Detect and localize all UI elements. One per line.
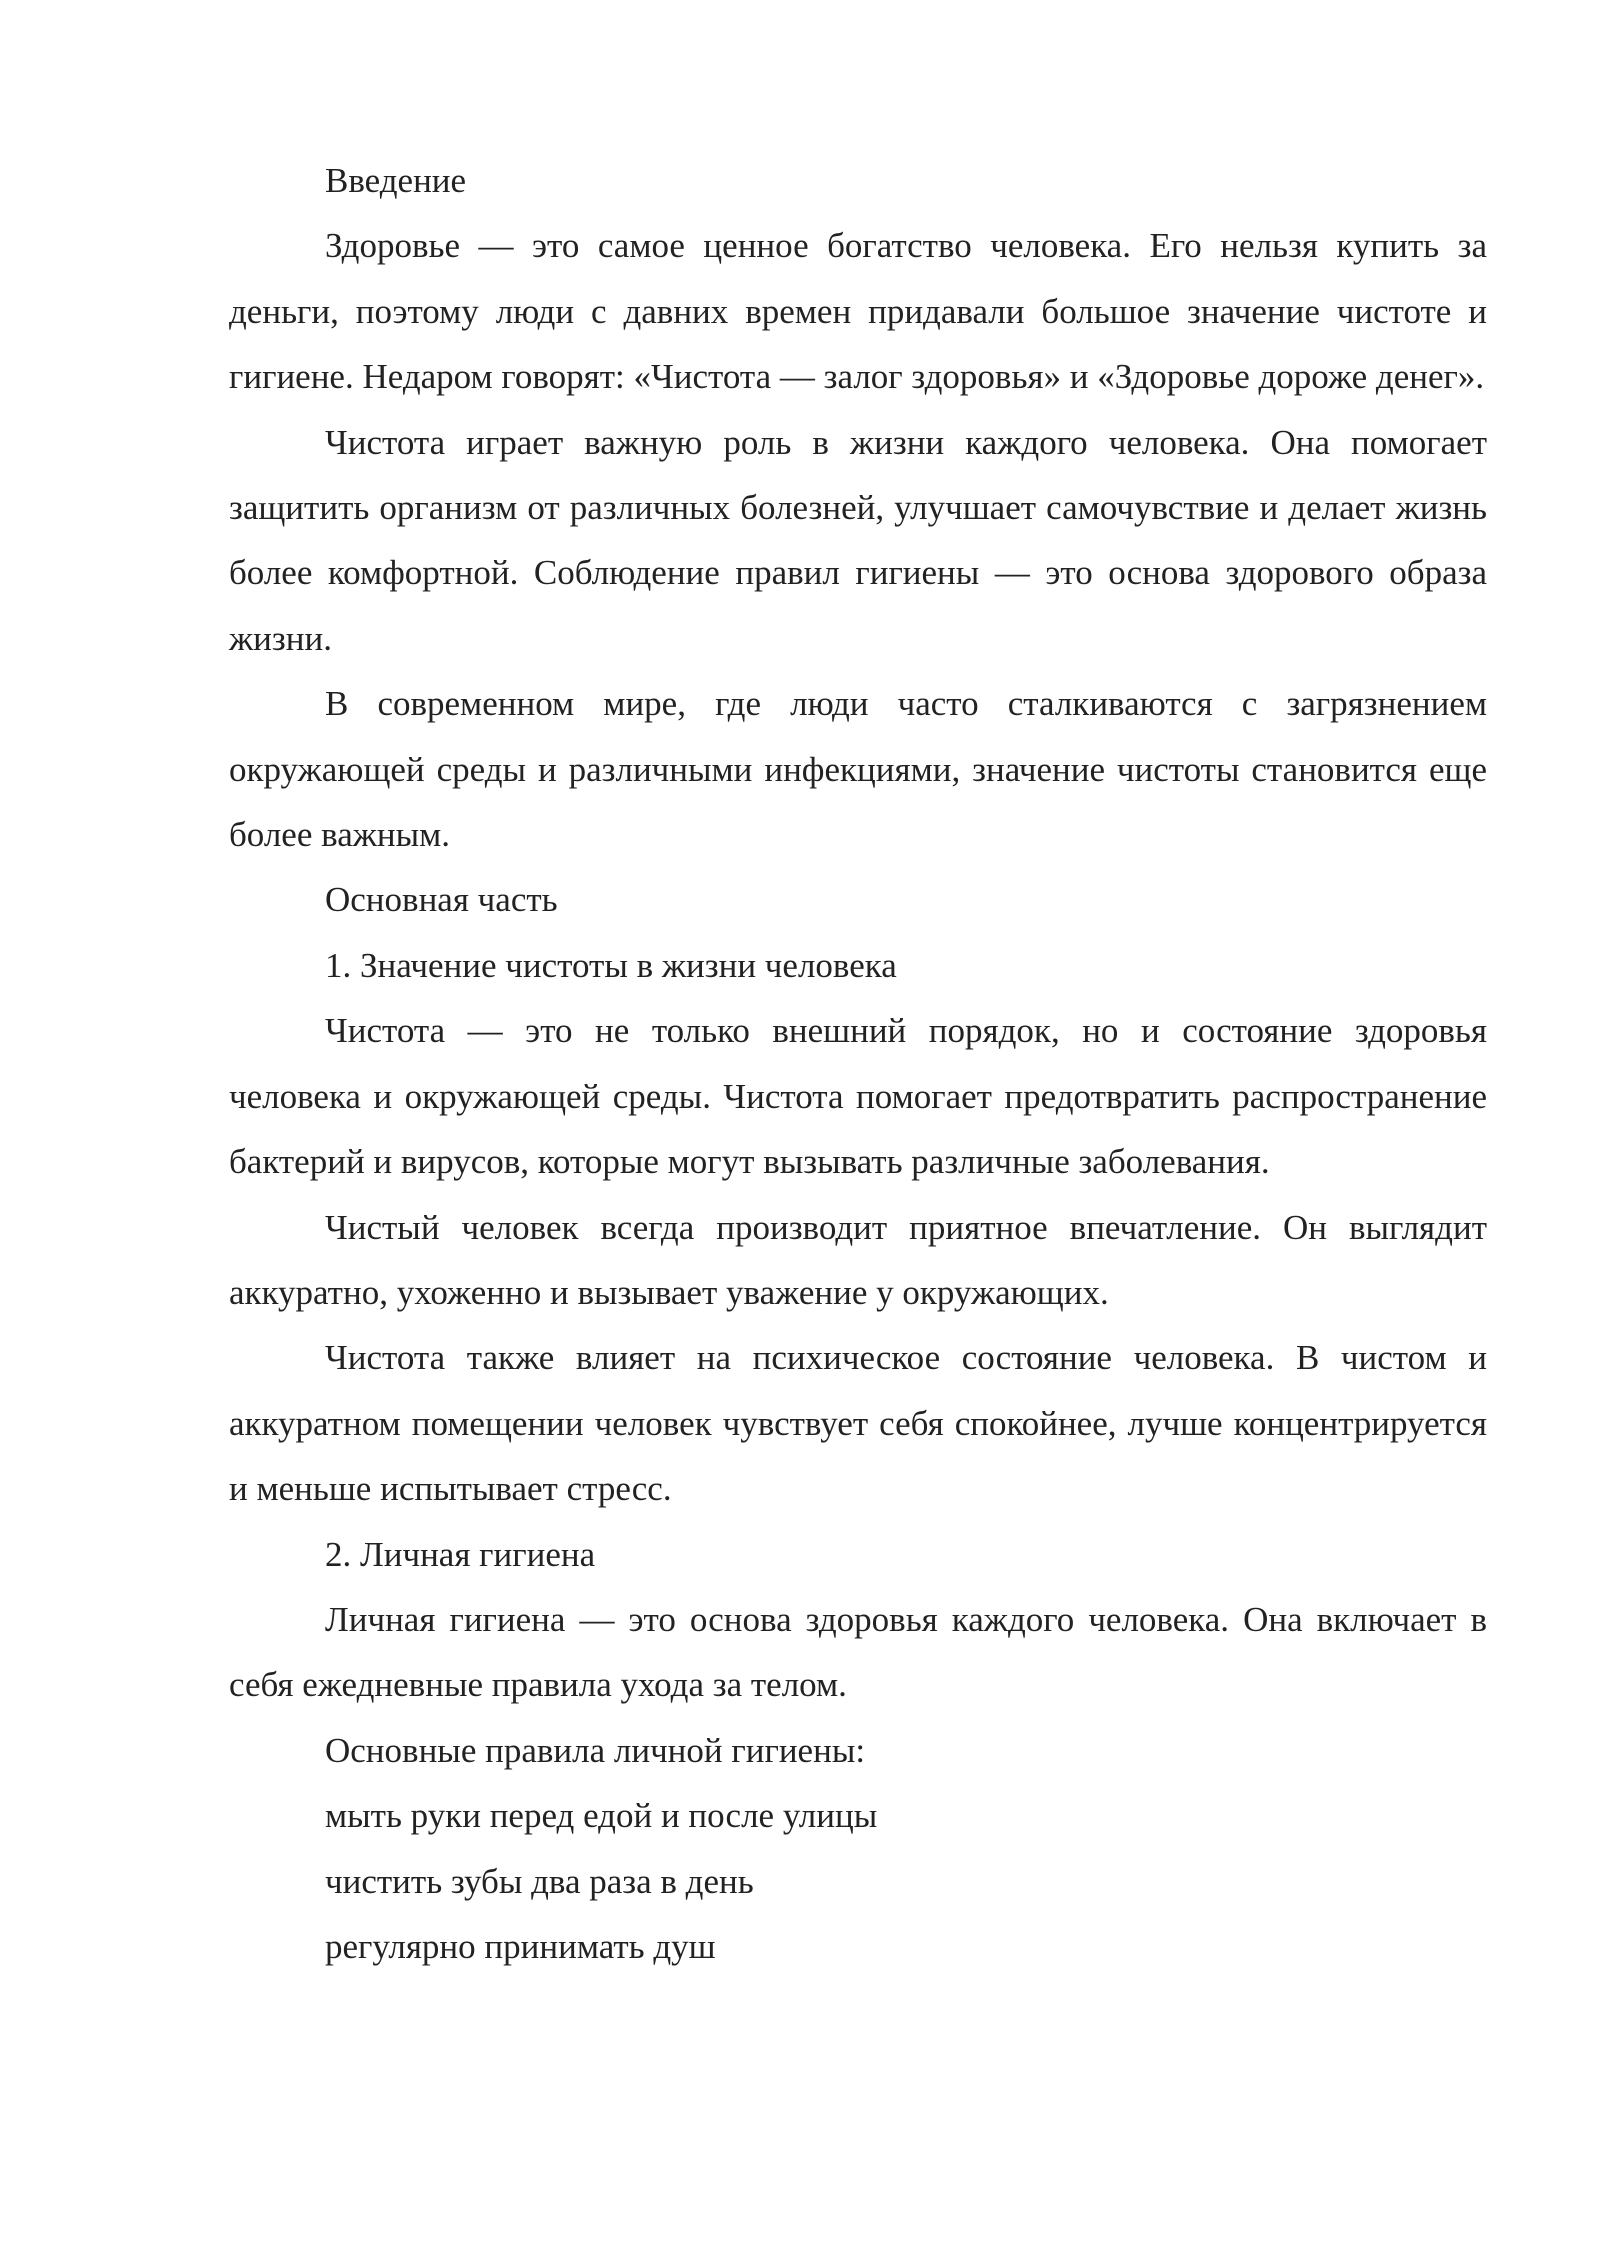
section-2-paragraph-1: Личная гигиена — это основа здоровья каждого человека. Она включает в себя ежедневные правила ухода за телом.	[229, 1599, 1487, 1705]
section-2-title: 2. Личная гигиена	[325, 1534, 596, 1574]
intro-paragraph-1: Здоровье — это самое ценное богатство человека. Его нельзя купить за деньги, поэтому люди с давних времен придавали большое значение чистоте и гигиене. Недаром говорят: «Чистота — залог здоровья» и «Здоровье дороже денег».	[229, 226, 1487, 397]
rule-item: чистить зубы два раза в день	[325, 1861, 754, 1901]
intro-paragraph-2: Чистота играет важную роль в жизни каждого человека. Она помогает защитить организм от различных болезней, улучшает самочувствие и делает жизнь более комфортной. Соблюдение правил гигиены — это основа здорового образа жизни.	[229, 422, 1487, 658]
rules-heading: Основные правила личной гигиены:	[325, 1730, 866, 1770]
document-body	[229, 148, 1487, 1979]
heading-main-part: Основная часть	[325, 880, 558, 920]
intro-paragraph-3: В современном мире, где люди часто сталкиваются с загрязнением окружающей среды и различными инфекциями, значение чистоты становится еще более важным.	[229, 684, 1487, 855]
section-1-paragraph-2: Чистый человек всегда производит приятное впечатление. Он выглядит аккуратно, ухоженно и вызывает уважение у окружающих.	[229, 1207, 1487, 1312]
rule-item: мыть руки перед едой и после улицы	[325, 1796, 878, 1836]
heading-introduction: Введение	[325, 161, 467, 200]
rule-item: регулярно принимать душ	[325, 1926, 716, 1966]
section-1-paragraph-3: Чистота также влияет на психическое состояние человека. В чистом и аккуратном помещении человек чувствует себя спокойнее, лучше концентрируется и меньше испытывает стресс.	[229, 1338, 1487, 1509]
section-1-title: 1. Значение чистоты в жизни человека	[325, 945, 897, 985]
section-1-paragraph-1: Чистота — это не только внешний порядок, но и состояние здоровья человека и окружающей среды. Чистота помогает предотвратить распространение бактерий и вирусов, которые могут вызывать различные заболевания.	[229, 1011, 1487, 1182]
